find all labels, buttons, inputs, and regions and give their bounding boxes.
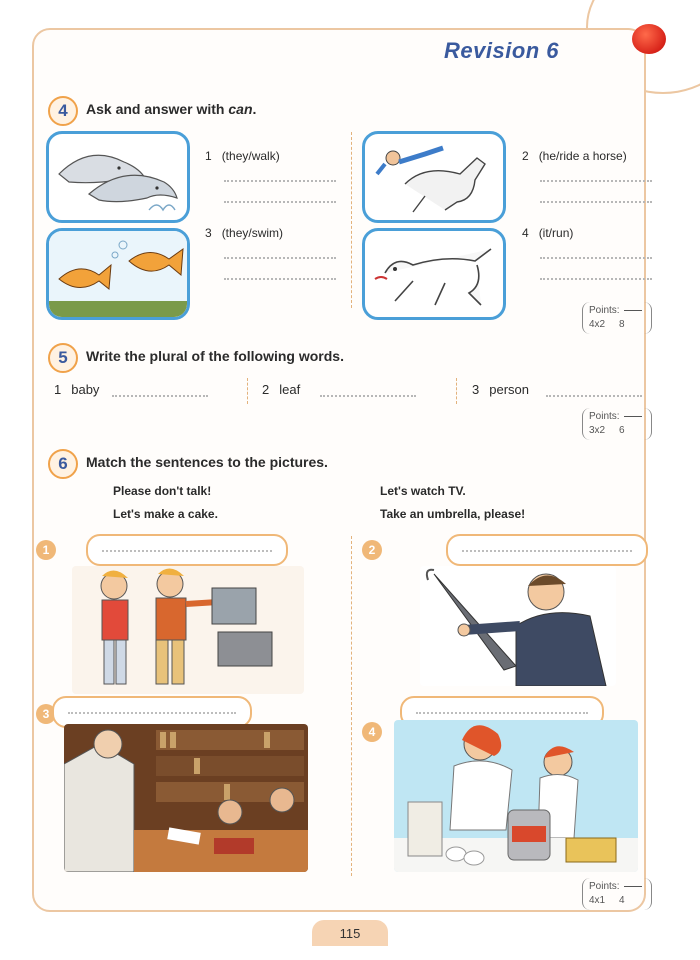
- dolphins-picture: [46, 131, 190, 223]
- exercise-6-number: 6: [48, 449, 78, 479]
- ex6-picture-number-1: 1: [36, 540, 56, 560]
- ex6-speech-bubble-1[interactable]: [86, 534, 288, 566]
- ex6-picture-number-2: 2: [362, 540, 382, 560]
- ex4-divider: [351, 132, 352, 308]
- ex4-answer-line-4a[interactable]: [540, 257, 652, 259]
- ex4-answer-line-1a[interactable]: [224, 180, 336, 182]
- ex4-answer-line-3a[interactable]: [224, 257, 336, 259]
- exercise-6-instruction: Match the sentences to the pictures.: [86, 454, 328, 470]
- ex5-divider-1: [247, 378, 248, 404]
- ex5-answer-line-3[interactable]: [546, 395, 642, 397]
- exercise-5-instruction: Write the plural of the following words.: [86, 348, 344, 364]
- ex4-prompt-1: 1 (they/walk): [205, 149, 280, 163]
- exercise-4-number: 4: [48, 96, 78, 126]
- red-ball-decoration: [632, 24, 666, 54]
- boys-watching-tv-picture: [72, 566, 304, 694]
- ex4-points-box: Points: 4x2 8: [582, 302, 652, 334]
- ex4-prompt-3: 3 (they/swim): [205, 226, 284, 240]
- library-picture: [64, 724, 308, 872]
- making-a-cake-picture: [394, 720, 638, 872]
- ex4-answer-line-2a[interactable]: [540, 180, 652, 182]
- ex5-item-1: 1 baby: [54, 382, 100, 397]
- ex6-points-box: Points: 4x1 4: [582, 878, 652, 910]
- ex4-answer-line-4b[interactable]: [540, 278, 652, 280]
- ex6-divider: [351, 536, 352, 876]
- ex6-sentence-3: Let's watch TV.: [380, 484, 466, 498]
- ex4-answer-line-1b[interactable]: [224, 201, 336, 203]
- page-number: 115: [312, 920, 388, 946]
- ex6-sentence-4: Take an umbrella, please!: [380, 507, 526, 521]
- running-dog-picture: [362, 228, 506, 320]
- ex4-answer-line-3b[interactable]: [224, 278, 336, 280]
- fish-picture: [46, 228, 190, 320]
- ex4-answer-line-2b[interactable]: [540, 201, 652, 203]
- page-title: Revision 6: [444, 38, 560, 63]
- ex5-item-2: 2 leaf: [262, 382, 301, 397]
- ex4-prompt-2: 2 (he/ride a horse): [522, 149, 627, 163]
- ex6-picture-number-4: 4: [362, 722, 382, 742]
- exercise-5-number: 5: [48, 343, 78, 373]
- ex6-sentence-2: Let's make a cake.: [113, 507, 218, 521]
- ex5-answer-line-1[interactable]: [112, 395, 208, 397]
- ex5-item-3: 3 person: [472, 382, 529, 397]
- ex5-divider-2: [456, 378, 457, 404]
- horse-rider-picture: [362, 131, 506, 223]
- ex6-sentence-1: Please don't talk!: [113, 484, 212, 498]
- ex5-points-box: Points: 3x2 6: [582, 408, 652, 440]
- ex5-answer-line-2[interactable]: [320, 395, 416, 397]
- ex6-speech-bubble-2[interactable]: [446, 534, 648, 566]
- ex4-prompt-4: 4 (it/run): [522, 226, 574, 240]
- exercise-4-instruction: Ask and answer with can.: [86, 101, 257, 117]
- man-with-umbrella-picture: [420, 566, 616, 686]
- ex6-picture-number-3: 3: [36, 704, 56, 724]
